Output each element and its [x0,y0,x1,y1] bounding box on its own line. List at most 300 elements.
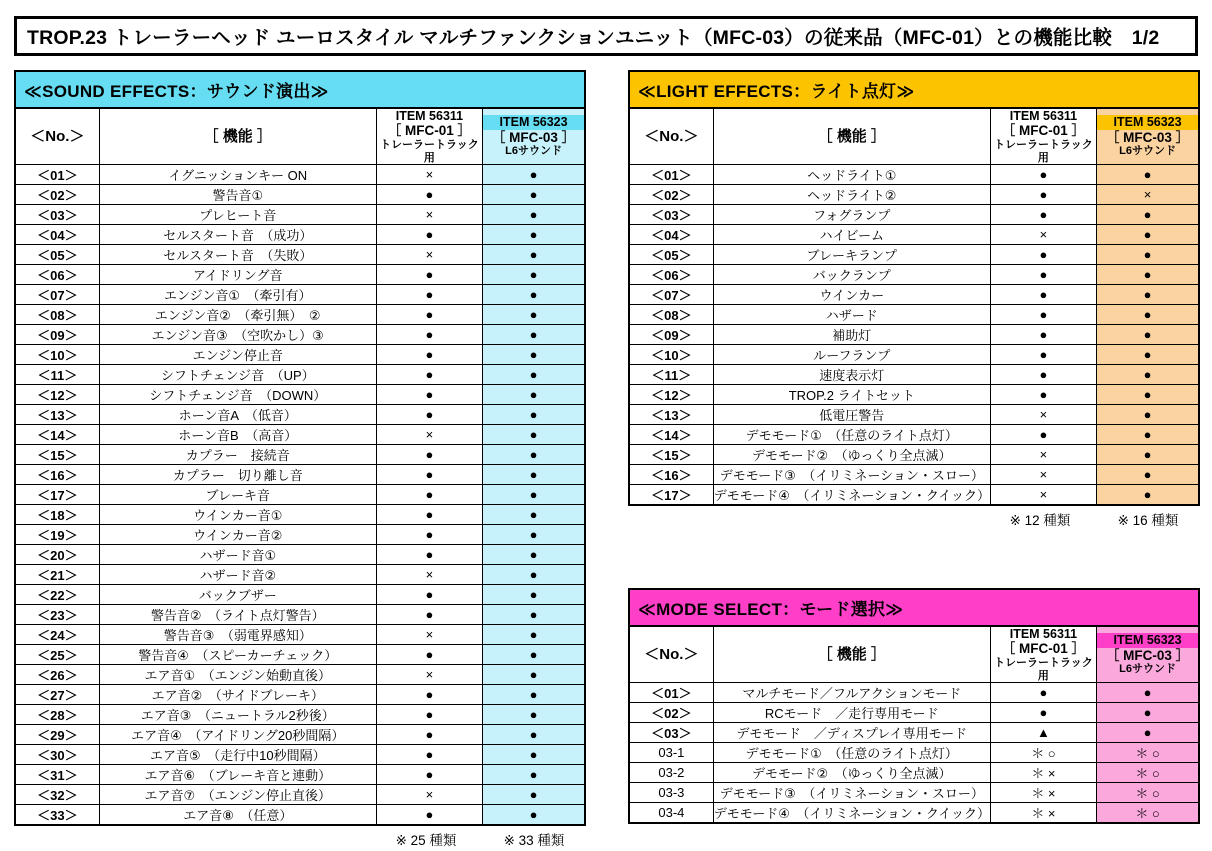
row-no: ＜09＞ [629,325,713,345]
row-no: ＜20＞ [15,545,99,565]
row-no: ＜02＞ [629,703,713,723]
header-b-note: L6サウンド [1119,145,1176,158]
row-mark-mfc01: × [990,225,1096,245]
header-a-item: ITEM 56311 [1009,627,1078,641]
row-mark-mfc01: ● [990,265,1096,285]
row-function: 速度表示灯 [713,365,990,385]
row-mark-mfc03: ● [483,505,585,525]
row-mark-mfc01: ● [990,365,1096,385]
row-no: ＜10＞ [15,345,99,365]
row-mark-mfc01: × [376,205,482,225]
row-function: 警告音① [99,185,376,205]
row-mark-mfc03: ● [483,425,585,445]
row-mark-mfc03: ● [483,725,585,745]
row-function: セルスタート音 （成功） [99,225,376,245]
row-mark-mfc01: × [376,565,482,585]
row-mark-mfc03: ● [483,385,585,405]
row-function: シフトチェンジ音 （DOWN） [99,385,376,405]
row-mark-mfc01: ● [990,425,1096,445]
row-no: ＜01＞ [15,165,99,185]
row-no: ＜01＞ [629,165,713,185]
table-row [15,565,585,585]
row-mark-mfc01: ▲ [990,723,1096,743]
row-no: ＜11＞ [629,365,713,385]
section-mode-select [628,588,1200,824]
document-title-bar [14,16,1198,56]
row-function: シフトチェンジ音 （UP） [99,365,376,385]
table-row [15,605,585,625]
row-mark-mfc01: ● [990,345,1096,365]
row-no: ＜08＞ [15,305,99,325]
row-mark-mfc01: ＊ ○ [990,743,1096,763]
table-row [15,745,585,765]
row-mark-mfc03: ● [483,685,585,705]
table-row [15,705,585,725]
light-footnote-a: ※ 12 種類 [1009,513,1071,529]
section-light-effects [628,70,1200,529]
row-function: 警告音④ （スピーカーチェック） [99,645,376,665]
section-sound-effects [14,70,586,849]
light-footnotes [628,509,1200,529]
row-function: デモモード② （ゆっくり全点滅） [713,445,990,465]
row-function: デモモード① （任意のライト点灯） [713,425,990,445]
row-no: ＜27＞ [15,685,99,705]
row-mark-mfc03: ● [1097,265,1199,285]
row-no: ＜03＞ [629,205,713,225]
table-row [629,345,1199,365]
row-mark-mfc01: ● [990,285,1096,305]
row-mark-mfc03: ● [483,645,585,665]
row-mark-mfc03: ● [1097,445,1199,465]
table-row [15,465,585,485]
row-function: ウインカー音① [99,505,376,525]
header-item-56311 [990,108,1096,165]
row-mark-mfc03: ● [1097,305,1199,325]
row-function: ブレーキランプ [713,245,990,265]
row-mark-mfc01: × [376,425,482,445]
row-mark-mfc01: ● [376,345,482,365]
row-no: ＜19＞ [15,525,99,545]
header-item-56323 [1097,626,1199,683]
row-function: エア音① （エンジン始動直後） [99,665,376,685]
table-row [15,545,585,565]
row-no: ＜04＞ [15,225,99,245]
sound-section-header: ≪SOUND EFFECTS：サウンド演出≫ [14,70,586,107]
row-no: 03-3 [629,783,713,803]
table-row [629,425,1199,445]
row-mark-mfc01: × [990,485,1096,506]
header-function: ［ 機能 ］ [99,108,376,165]
row-mark-mfc03: ● [1097,425,1199,445]
table-row [15,785,585,805]
row-mark-mfc03: ● [483,765,585,785]
table-row [629,683,1199,703]
header-a-model: ［ MFC-01 ］ [387,123,472,139]
row-mark-mfc01: ● [990,165,1096,185]
row-mark-mfc01: ● [990,385,1096,405]
sound-table-header-row [15,108,585,165]
table-row [15,245,585,265]
table-row [15,225,585,245]
table-row [629,763,1199,783]
row-function: エア音⑥ （ブレーキ音と連動） [99,765,376,785]
row-mark-mfc03: ＊ ○ [1097,803,1199,824]
row-function: エア音⑦ （エンジン停止直後） [99,785,376,805]
row-no: ＜15＞ [629,445,713,465]
row-mark-mfc03: ＊ ○ [1097,743,1199,763]
row-no: ＜06＞ [15,265,99,285]
row-mark-mfc03: ● [483,305,585,325]
table-row [15,445,585,465]
header-no: ＜No.＞ [15,108,99,165]
row-mark-mfc03: ● [483,705,585,725]
row-mark-mfc01: ● [376,705,482,725]
table-row [629,703,1199,723]
row-mark-mfc01: × [376,665,482,685]
row-no: ＜02＞ [629,185,713,205]
table-row [15,805,585,826]
row-mark-mfc03: ● [1097,385,1199,405]
row-function: 警告音③ （弱電界感知） [99,625,376,645]
row-mark-mfc03: ● [483,365,585,385]
row-mark-mfc01: ● [990,305,1096,325]
table-row [629,485,1199,506]
row-no: ＜03＞ [15,205,99,225]
table-row [15,305,585,325]
row-function: デモモード④ （イリミネーション・クイック） [713,485,990,506]
row-function: アイドリング音 [99,265,376,285]
row-mark-mfc03: ● [483,805,585,826]
row-function: デモモード④ （イリミネーション・クイック） [713,803,990,824]
row-function: プレヒート音 [99,205,376,225]
row-function: ウインカー [713,285,990,305]
row-mark-mfc01: ● [376,365,482,385]
row-mark-mfc03: ● [1097,205,1199,225]
header-item-56311 [376,108,482,165]
row-function: エンジン音② （牽引無） ② [99,305,376,325]
row-function: ハザード [713,305,990,325]
table-row [15,625,585,645]
row-mark-mfc01: × [376,245,482,265]
header-item-56323 [1097,108,1199,165]
row-mark-mfc01: ● [376,645,482,665]
table-row [15,365,585,385]
table-row [629,185,1199,205]
row-mark-mfc01: × [376,165,482,185]
row-no: ＜17＞ [15,485,99,505]
header-no: ＜No.＞ [629,626,713,683]
row-mark-mfc01: ● [376,505,482,525]
row-mark-mfc03: ● [1097,225,1199,245]
row-no: ＜05＞ [629,245,713,265]
row-mark-mfc03: ● [483,205,585,225]
row-no: ＜03＞ [629,723,713,743]
row-mark-mfc03: ● [1097,485,1199,506]
table-row [15,165,585,185]
table-row [15,505,585,525]
table-row [629,305,1199,325]
table-row [629,803,1199,824]
row-function: デモモード① （任意のライト点灯） [713,743,990,763]
header-b-item: ITEM 56323 [483,115,584,129]
row-function: エア音② （サイドブレーキ） [99,685,376,705]
row-mark-mfc03: ＊ ○ [1097,763,1199,783]
row-mark-mfc01: ● [376,285,482,305]
row-function: エンジン停止音 [99,345,376,365]
table-row [15,645,585,665]
row-mark-mfc03: ● [1097,165,1199,185]
row-mark-mfc01: ● [376,385,482,405]
row-no: ＜08＞ [629,305,713,325]
table-row [629,225,1199,245]
row-no: ＜22＞ [15,585,99,605]
table-row [15,325,585,345]
row-mark-mfc01: × [376,625,482,645]
row-no: ＜07＞ [15,285,99,305]
row-mark-mfc01: ● [990,245,1096,265]
table-row [629,783,1199,803]
row-no: ＜07＞ [629,285,713,305]
row-function: ヘッドライト① [713,165,990,185]
row-function: ウインカー音② [99,525,376,545]
table-row [629,205,1199,225]
table-row [629,245,1199,265]
row-mark-mfc01: ● [376,725,482,745]
row-mark-mfc01: ● [376,525,482,545]
row-function: ハイビーム [713,225,990,245]
row-function: TROP.2 ライトセット [713,385,990,405]
table-row [15,385,585,405]
table-row [15,425,585,445]
row-no: ＜02＞ [15,185,99,205]
table-row [15,485,585,505]
row-mark-mfc03: ● [483,465,585,485]
header-a-note: トレーラートラック用 [994,656,1093,682]
row-function: エンジン音③ （空吹かし）③ [99,325,376,345]
row-mark-mfc03: ● [483,285,585,305]
row-mark-mfc03: ● [483,445,585,465]
table-row [629,385,1199,405]
row-function: イグニッションキー ON [99,165,376,185]
header-function: ［ 機能 ］ [713,626,990,683]
row-no: ＜13＞ [629,405,713,425]
row-function: セルスタート音 （失敗） [99,245,376,265]
row-mark-mfc03: ● [1097,325,1199,345]
header-item-56311 [990,626,1096,683]
row-no: ＜12＞ [629,385,713,405]
row-function: ホーン音A （低音） [99,405,376,425]
mode-table-header-row [629,626,1199,683]
row-function: デモモード② （ゆっくり全点滅） [713,763,990,783]
row-mark-mfc01: ● [376,325,482,345]
header-function: ［ 機能 ］ [713,108,990,165]
table-row [15,285,585,305]
table-row [629,325,1199,345]
sound-table [14,107,586,826]
header-a-model: ［ MFC-01 ］ [1001,641,1086,657]
row-mark-mfc01: ● [990,325,1096,345]
row-mark-mfc03: ● [483,265,585,285]
row-mark-mfc03: ● [483,325,585,345]
row-mark-mfc03: ● [483,165,585,185]
table-row [629,285,1199,305]
row-function: ハザード音② [99,565,376,585]
header-a-item: ITEM 56311 [1009,109,1078,123]
row-function: カプラー 接続音 [99,445,376,465]
row-no: ＜31＞ [15,765,99,785]
table-row [629,165,1199,185]
row-mark-mfc01: ● [376,805,482,826]
row-function: マルチモード／フルアクションモード [713,683,990,703]
row-no: ＜32＞ [15,785,99,805]
table-row [629,465,1199,485]
mode-section-header: ≪MODE SELECT：モード選択≫ [628,588,1200,625]
row-mark-mfc01: ● [376,545,482,565]
row-function: ホーン音B （高音） [99,425,376,445]
row-no: ＜14＞ [629,425,713,445]
row-mark-mfc03: ● [1097,465,1199,485]
row-no: ＜14＞ [15,425,99,445]
header-a-item: ITEM 56311 [395,109,464,123]
header-item-56323 [483,108,585,165]
row-no: ＜33＞ [15,805,99,826]
row-function: バックブザー [99,585,376,605]
row-no: ＜23＞ [15,605,99,625]
row-mark-mfc03: ● [1097,405,1199,425]
row-mark-mfc03: ● [483,345,585,365]
row-mark-mfc01: ● [376,685,482,705]
row-no: ＜30＞ [15,745,99,765]
row-function: デモモード③ （イリミネーション・スロー） [713,465,990,485]
row-mark-mfc03: ● [483,485,585,505]
light-section-header: ≪LIGHT EFFECTS：ライト点灯≫ [628,70,1200,107]
mode-table [628,625,1200,824]
row-function: 低電圧警告 [713,405,990,425]
row-no: ＜12＞ [15,385,99,405]
row-no: ＜24＞ [15,625,99,645]
row-mark-mfc03: ● [483,745,585,765]
row-mark-mfc01: ＊ × [990,803,1096,824]
row-no: ＜06＞ [629,265,713,285]
row-no: ＜11＞ [15,365,99,385]
row-mark-mfc01: ● [376,305,482,325]
table-row [15,765,585,785]
row-no: ＜15＞ [15,445,99,465]
row-no: ＜16＞ [629,465,713,485]
row-mark-mfc01: × [990,405,1096,425]
row-mark-mfc01: ＊ × [990,763,1096,783]
row-function: エンジン音① （牽引有） [99,285,376,305]
header-b-model: ［ MFC-03 ］ [491,129,576,145]
row-function: フォグランプ [713,205,990,225]
light-table [628,107,1200,506]
sound-footnotes [14,829,586,849]
header-a-note: トレーラートラック用 [380,138,479,164]
row-mark-mfc01: ● [990,185,1096,205]
header-b-item: ITEM 56323 [1097,633,1198,647]
row-mark-mfc03: × [1097,185,1199,205]
row-mark-mfc01: × [376,785,482,805]
row-no: ＜26＞ [15,665,99,685]
row-mark-mfc03: ● [1097,723,1199,743]
row-no: ＜13＞ [15,405,99,425]
row-no: 03-2 [629,763,713,783]
sound-footnote-a: ※ 25 種類 [395,833,457,849]
row-mark-mfc03: ● [483,665,585,685]
row-function: ハザード音① [99,545,376,565]
row-function: エア音⑧ （任意） [99,805,376,826]
table-row [15,185,585,205]
table-row [629,265,1199,285]
row-no: ＜09＞ [15,325,99,345]
row-mark-mfc01: ● [990,205,1096,225]
table-row [629,365,1199,385]
row-mark-mfc03: ● [483,585,585,605]
row-mark-mfc03: ● [1097,285,1199,305]
row-mark-mfc01: ● [376,225,482,245]
row-function: ルーフランプ [713,345,990,365]
row-function: ブレーキ音 [99,485,376,505]
header-a-note: トレーラートラック用 [994,138,1093,164]
row-mark-mfc01: ● [990,683,1096,703]
row-no: ＜10＞ [629,345,713,365]
row-function: RCモード ／走行専用モード [713,703,990,723]
row-mark-mfc03: ● [483,185,585,205]
row-no: ＜21＞ [15,565,99,585]
table-row [629,445,1199,465]
page-title: TROP.23 トレーラーヘッド ユーロスタイル マルチファンクションユニット（MFC-03）の従来品（MFC-01）との機能比較 1/2 [27,27,1160,49]
row-mark-mfc03: ● [1097,245,1199,265]
row-no: 03-4 [629,803,713,824]
row-mark-mfc03: ● [483,245,585,265]
row-mark-mfc03: ● [483,545,585,565]
header-b-note: L6サウンド [1119,663,1176,676]
row-no: ＜01＞ [629,683,713,703]
row-mark-mfc01: × [990,445,1096,465]
table-row [15,585,585,605]
row-mark-mfc01: ● [376,485,482,505]
row-function: カプラー 切り離し音 [99,465,376,485]
row-mark-mfc03: ● [483,605,585,625]
row-function: ヘッドライト② [713,185,990,205]
table-row [629,723,1199,743]
light-footnote-b: ※ 16 種類 [1117,513,1179,529]
row-function: 警告音② （ライト点灯警告） [99,605,376,625]
table-row [15,685,585,705]
row-function: エア音③ （ニュートラル2秒後） [99,705,376,725]
row-mark-mfc03: ● [483,405,585,425]
table-row [15,405,585,425]
row-mark-mfc01: ● [376,405,482,425]
row-mark-mfc01: ＊ × [990,783,1096,803]
row-no: ＜05＞ [15,245,99,265]
row-mark-mfc03: ● [1097,703,1199,723]
row-mark-mfc03: ● [483,225,585,245]
row-mark-mfc03: ＊ ○ [1097,783,1199,803]
header-b-item: ITEM 56323 [1097,115,1198,129]
row-mark-mfc03: ● [1097,683,1199,703]
row-mark-mfc01: ● [376,445,482,465]
row-mark-mfc01: ● [376,465,482,485]
row-mark-mfc01: ● [990,703,1096,723]
header-b-model: ［ MFC-03 ］ [1105,129,1190,145]
sound-footnote-b: ※ 33 種類 [503,833,565,849]
row-no: ＜18＞ [15,505,99,525]
row-mark-mfc01: × [990,465,1096,485]
row-no: ＜29＞ [15,725,99,745]
row-mark-mfc01: ● [376,585,482,605]
row-mark-mfc03: ● [483,785,585,805]
